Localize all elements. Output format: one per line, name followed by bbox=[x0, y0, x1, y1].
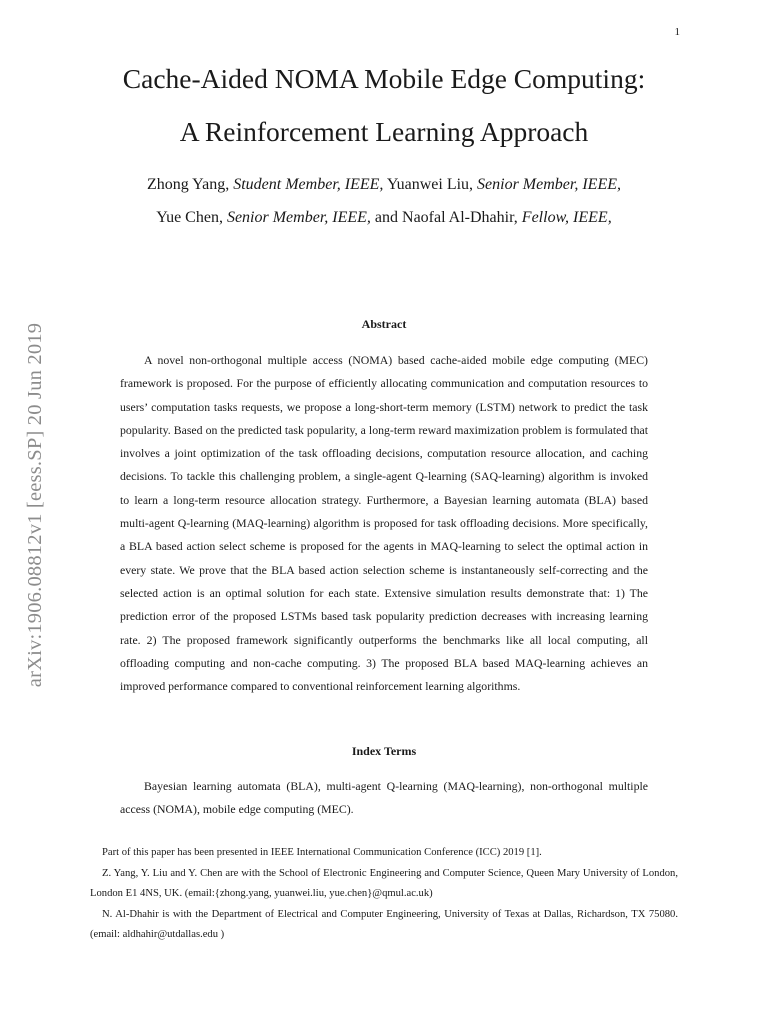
author-name: Yue Chen, bbox=[156, 209, 223, 226]
arxiv-identifier-stamp: arXiv:1906.08812v1 [eess.SP] 20 Jun 2019 bbox=[24, 322, 46, 688]
author-list-line-2 bbox=[60, 209, 708, 227]
paper-title-line-2: A Reinforcement Learning Approach bbox=[179, 116, 589, 147]
abstract-heading: Abstract bbox=[361, 317, 407, 331]
author-list-line-1 bbox=[60, 176, 708, 194]
abstract-text: A novel non-orthogonal multiple access (NOMA) based cache-aided mobile edge computing (MEC) framework is proposed. For the purpose of efficiently allocating communication and computation resources to users’ computation tasks requests, we propose a long-short-term memory (LSTM) network to predict the task popularity. Based on the predicted task popularity, a long-term reward maximization problem is formulated that involves a joint optimization of the task offloading decisions, computation resource allocation, and caching decisions. To tackle this challenging problem, a single-agent Q-learning (SAQ-learning) algorithm is invoked to learn a long-term resource allocation strategy. Furthermore, a Bayesian learning automata (BLA) based multi-agent Q-learning (MAQ-learning) algorithm is proposed for task offloading decisions. More specifically, a BLA based action select scheme is proposed for the agents in MAQ-learning to select the optimal action in every state. We prove that the BLA based action selection scheme is instantaneously self-correcting and the selected action is an optimal solution for each state. Extensive simulation results demonstrate that: 1) The prediction error of the proposed LSTMs based task popularity prediction decreases with increasing learning rate. 2) The proposed framework significantly outperforms the benchmarks like all local computing, all offloading computing and non-cache computing. 3) The proposed BLA based MAQ-learning achieves an improved performance compared to conventional reinforcement learning algorithms. bbox=[120, 353, 648, 694]
author-name: and Naofal Al-Dhahir, bbox=[374, 209, 518, 226]
author-name: Yuanwei Liu, bbox=[386, 176, 474, 193]
footnote-conference: Part of this paper has been presented in IEEE International Communication Conference (ICC) 2019 [1]. bbox=[102, 847, 542, 858]
index-terms-text: Bayesian learning automata (BLA), multi-agent Q-learning (MAQ-learning), non-orthogonal multiple access (NOMA), mobile edge computing (MEC). bbox=[120, 779, 648, 816]
author-membership: Senior Member, IEEE, bbox=[226, 209, 371, 226]
page-number: 1 bbox=[674, 26, 680, 38]
author-membership: Fellow, IEEE, bbox=[521, 209, 612, 226]
author-name: Zhong Yang, bbox=[147, 176, 230, 193]
footnote-affiliation-qmul: Z. Yang, Y. Liu and Y. Chen are with the School of Electronic Engineering and Computer Science, Queen Mary University of London, London E1 4NS, UK. (email:{zhong.yang, yuanwei.liu, yue.chen}@qmul.ac.uk) bbox=[90, 868, 678, 899]
paper-title-line-1: Cache-Aided NOMA Mobile Edge Computing: bbox=[122, 63, 646, 94]
author-membership: Student Member, IEEE, bbox=[233, 176, 384, 193]
index-terms-heading: Index Terms bbox=[351, 744, 417, 758]
author-membership: Senior Member, IEEE, bbox=[477, 176, 621, 193]
footnote-affiliation-utd: N. Al-Dhahir is with the Department of Electrical and Computer Engineering, University of Texas at Dallas, Richardson, TX 75080. (email: aldhahir@utdallas.edu ) bbox=[90, 909, 678, 940]
